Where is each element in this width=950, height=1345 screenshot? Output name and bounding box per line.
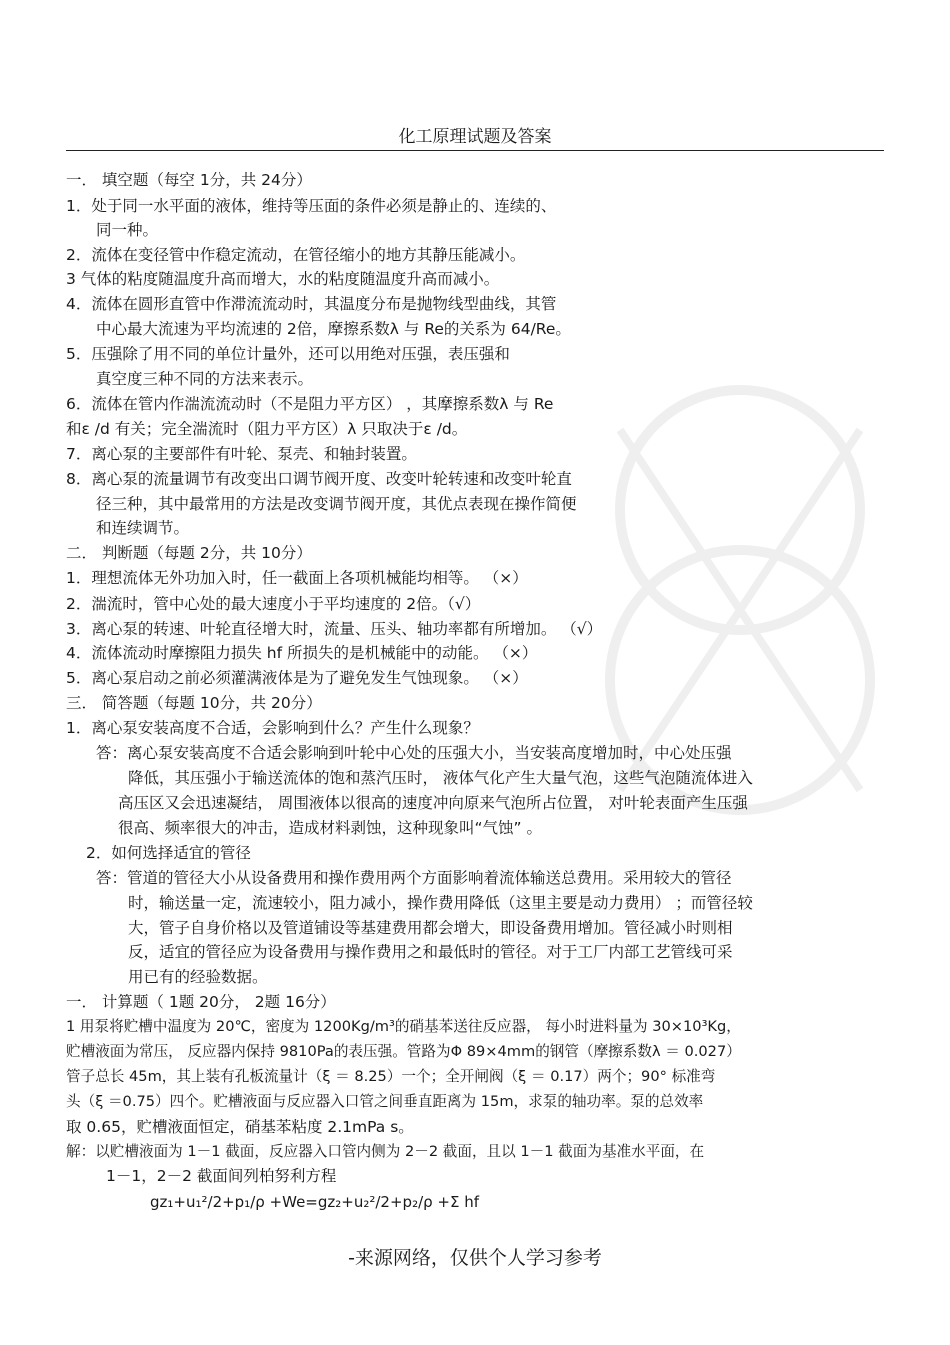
- judge-item: 3．离心泵的转速、叶轮直径增大时，流量、压头、轴功率都有所增加。 （√）: [66, 620, 603, 638]
- watermark-stamp: [560, 350, 920, 870]
- section-short-heading: 三． 简答题（每题 10分，共 20分）: [66, 694, 322, 712]
- judge-item: 4．流体流动时摩擦阻力损失 hf 所损失的是机械能中的动能。 （×）: [66, 644, 538, 662]
- solution-line: 解：以贮槽液面为 1－1 截面，反应器入口管内侧为 2－2 截面，且以 1－1 截面为基准水平面，在: [66, 1143, 705, 1160]
- calc-problem-line: 贮槽液面为常压， 反应器内保持 9810Pa的表压强。管路为Φ 89×4mm的钢管（摩擦系数λ ＝ 0.027）: [66, 1043, 741, 1060]
- answer-line: 答：离心泵安装高度不合适会影响到叶轮中心处的压强大小，当安装高度增加时，中心处压强: [96, 744, 732, 762]
- answer-line: 降低，其压强小于输送流体的饱和蒸汽压时， 液体气化产生大量气泡，这些气泡随流体进入: [128, 769, 753, 787]
- solution-line: 1－1，2－2 截面间列柏努利方程: [106, 1167, 337, 1185]
- question-line: 8．离心泵的流量调节有改变出口调节阀开度、改变叶轮转速和改变叶轮直: [66, 470, 572, 488]
- title-rule: [66, 150, 884, 151]
- judge-item: 2．湍流时，管中心处的最大速度小于平均速度的 2倍。（√）: [66, 595, 481, 613]
- question-line: 7．离心泵的主要部件有叶轮、泵壳、和轴封装置。: [66, 445, 417, 463]
- question-line: 同一种。: [96, 221, 159, 239]
- document-title: 化工原理试题及答案: [398, 127, 552, 147]
- answer-line: 高压区又会迅速凝结， 周围液体以很高的速度冲向原来气泡所占位置， 对叶轮表面产生压强: [118, 794, 748, 812]
- question-line: 5．压强除了用不同的单位计量外，还可以用绝对压强，表压强和: [66, 345, 510, 363]
- question-line: 中心最大流速为平均流速的 2倍，摩擦系数λ 与 Re的关系为 64/Re。: [96, 320, 571, 338]
- judge-item: 1．理想流体无外功加入时，任一截面上各项机械能均相等。 （×）: [66, 569, 528, 587]
- question-line: 4．流体在圆形直管中作滞流流动时，其温度分布是抛物线型曲线，其管: [66, 295, 557, 313]
- question-line: 径三种，其中最常用的方法是改变调节阀开度，其优点表现在操作简便: [96, 495, 577, 513]
- calc-problem-line: 头（ξ ＝0.75）四个。贮槽液面与反应器入口管之间垂直距离为 15m，求泵的轴功率。泵的总效率: [66, 1093, 704, 1110]
- short-question: 2．如何选择适宜的管径: [86, 844, 251, 862]
- answer-line: 用已有的经验数据。: [128, 968, 268, 986]
- calc-problem-line: 取 0.65，贮槽液面恒定，硝基苯粘度 2.1mPa s。: [66, 1118, 414, 1136]
- section-calc-heading: 一． 计算题（ 1题 20分， 2题 16分）: [66, 993, 336, 1011]
- answer-line: 时，输送量一定，流速较小，阻力减小，操作费用降低（这里主要是动力费用） ；而管径较: [128, 894, 753, 912]
- calc-problem-line: 管子总长 45m，其上装有孔板流量计（ξ ＝ 8.25）一个；全开闸阀（ξ ＝ 0.17）两个；90° 标准弯: [66, 1068, 716, 1085]
- section-judge-heading: 二． 判断题（每题 2分，共 10分）: [66, 544, 312, 562]
- question-line: 真空度三种不同的方法来表示。: [96, 370, 314, 388]
- judge-item: 5．离心泵启动之前必须灌满液体是为了避免发生气蚀现象。 （×）: [66, 669, 528, 687]
- question-line: 3 气体的粘度随温度升高而增大，水的粘度随温度升高而减小。: [66, 270, 500, 288]
- section-fill-heading: 一． 填空题（每空 1分，共 24分）: [66, 171, 312, 189]
- calc-problem-line: 1 用泵将贮槽中温度为 20℃，密度为 1200Kg/m³的硝基苯送往反应器， 每小时进料量为 30×10³Kg，: [66, 1018, 741, 1035]
- question-line: 2．流体在变径管中作稳定流动，在管径缩小的地方其静压能减小。: [66, 246, 526, 264]
- answer-line: 很高、频率很大的冲击，造成材料剥蚀，这种现象叫“气蚀” 。: [118, 819, 542, 837]
- question-line: 和ε /d 有关；完全湍流时（阻力平方区）λ 只取决于ε /d。: [66, 420, 468, 438]
- answer-line: 反，适宜的管径应为设备费用与操作费用之和最低时的管径。对于工厂内部工艺管线可采: [128, 943, 733, 961]
- bernoulli-equation: gz₁+u₁²/2+p₁/ρ +We=gz₂+u₂²/2+p₂/ρ +Σ hf: [150, 1193, 480, 1211]
- answer-line: 答：管道的管径大小从设备费用和操作费用两个方面影响着流体输送总费用。采用较大的管径: [96, 869, 732, 887]
- short-question: 1．离心泵安装高度不合适，会影响到什么？产生什么现象？: [66, 719, 479, 737]
- question-line: 和连续调节。: [96, 519, 190, 537]
- answer-line: 大，管子自身价格以及管道铺设等基建费用都会增大，即设备费用增加。管径减小时则相: [128, 919, 733, 937]
- question-line: 6．流体在管内作湍流流动时（不是阻力平方区） ，其摩擦系数λ 与 Re: [66, 395, 554, 413]
- question-line: 1．处于同一水平面的液体，维持等压面的条件必须是静止的、连续的、: [66, 197, 557, 215]
- footer-note: -来源网络，仅供个人学习参考: [348, 1247, 602, 1269]
